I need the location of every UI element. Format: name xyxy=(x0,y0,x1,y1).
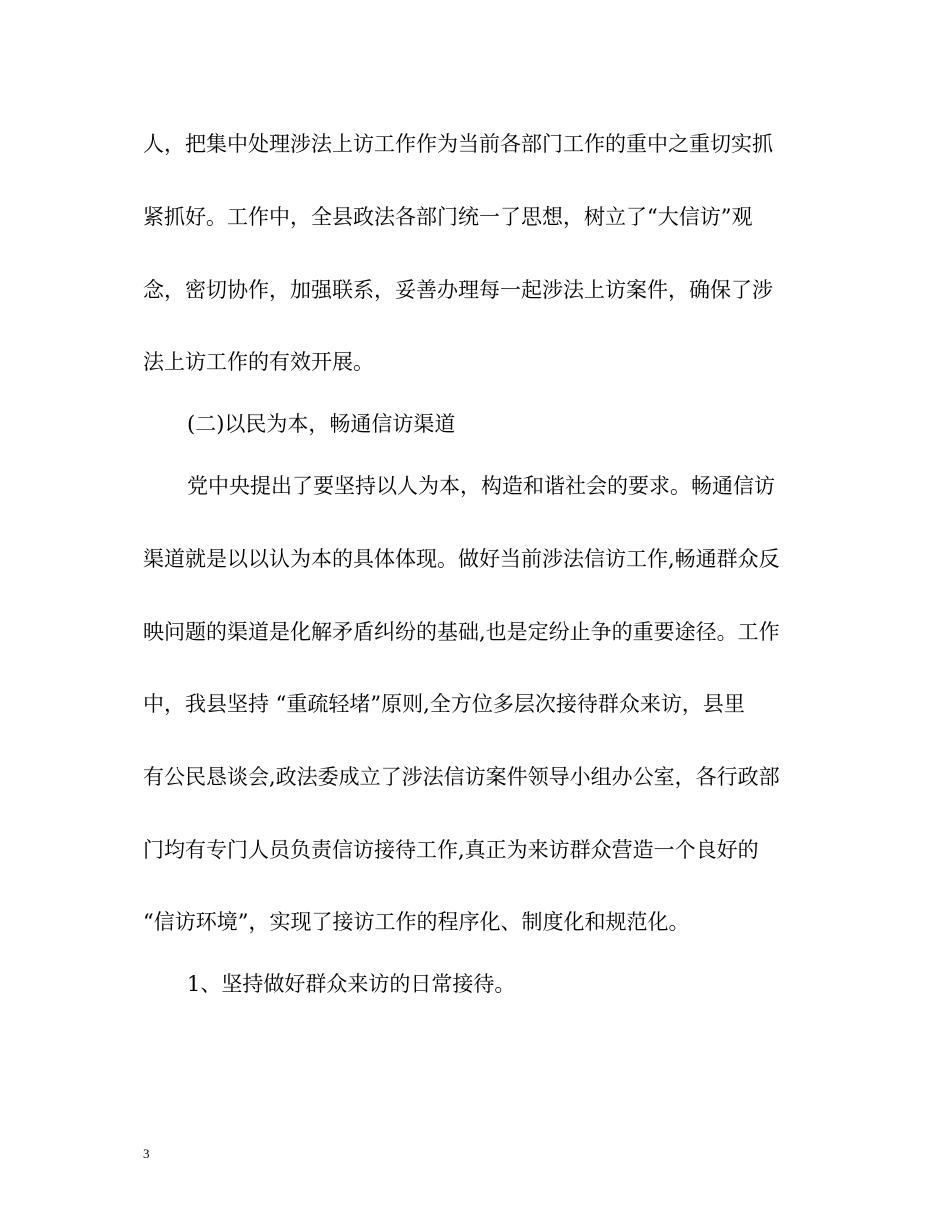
page-number: 3 xyxy=(143,1146,150,1161)
text-line-4: 法上访工作的有效开展。 xyxy=(143,350,374,374)
text-line-10: 有公民恳谈会,政法委成立了涉法信访案件领导小组办公室，各行政部 xyxy=(143,765,780,789)
text-line-2: 紧抓好。工作中，全县政法各部门统一了思想，树立了“大信访”观 xyxy=(143,205,753,229)
list-item-1: 1、坚持做好群众来访的日常接待。 xyxy=(187,972,516,996)
section-heading: (二)以民为本，畅通信访渠道 xyxy=(187,412,456,436)
text-line-12: “信访环境”，实现了接访工作的程序化、制度化和规范化。 xyxy=(143,910,690,934)
text-line-9: 中，我县坚持 “重疏轻堵”原则,全方位多层次接待群众来访，县里 xyxy=(143,692,745,716)
text-line-11: 门均有专门人员负责信访接待工作,真正为来访群众营造一个良好的 xyxy=(143,838,759,862)
text-line-7: 渠道就是以以认为本的具体体现。做好当前涉法信访工作,畅通群众反 xyxy=(143,547,780,571)
text-line-8: 映问题的渠道是化解矛盾纠纷的基础,也是定纷止争的重要途径。工作 xyxy=(143,620,780,644)
text-line-3: 念，密切协作，加强联系，妥善办理每一起涉法上访案件，确保了涉 xyxy=(143,278,773,302)
text-line-6: 党中央提出了要坚持以人为本，构造和谐社会的要求。畅通信访 xyxy=(187,474,775,498)
text-line-1: 人，把集中处理涉法上访工作作为当前各部门工作的重中之重切实抓 xyxy=(143,132,773,156)
